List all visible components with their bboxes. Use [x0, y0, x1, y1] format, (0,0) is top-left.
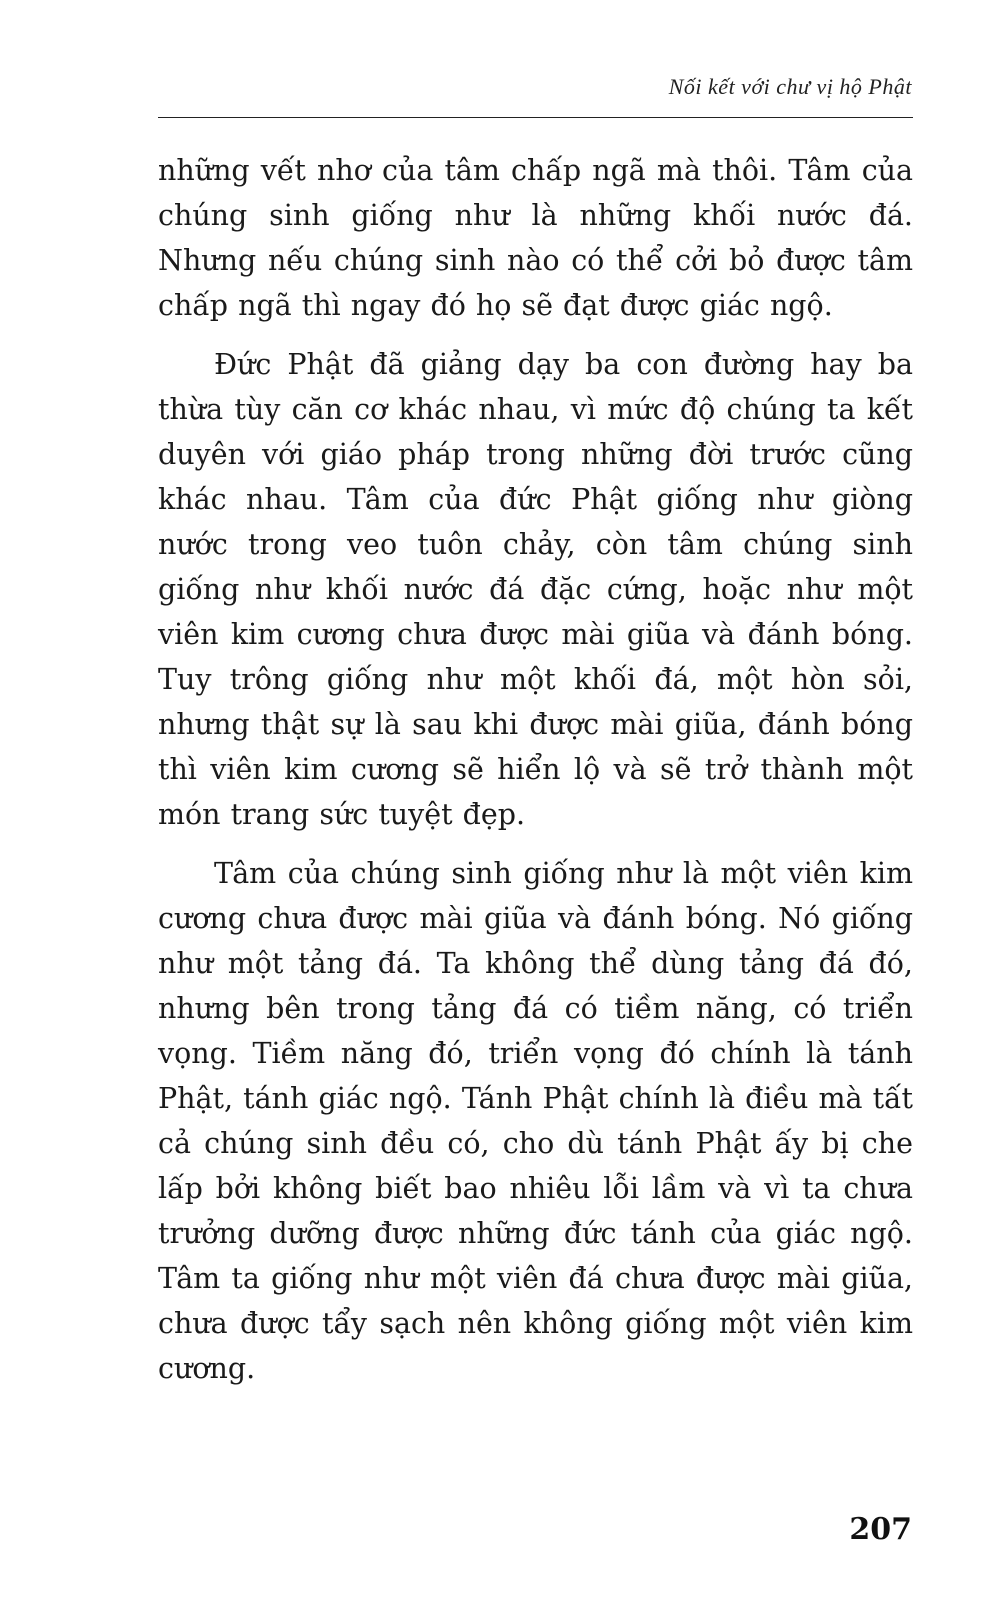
- page-number: 207: [849, 1512, 912, 1547]
- paragraph-3: Tâm của chúng sinh giống như là một viên kim cương chưa được mài giũa và đánh bóng. Nó giống như một tảng đá. Ta không thể dùng tảng đá đó, nhưng bên trong tảng đá có tiềm năng, có triển vọng. Tiềm năng đó, triển vọng đó chính là tánh Phật, tánh giác ngộ. Tánh Phật chính là điều mà tất cả chúng sinh đều có, cho dù tánh Phật ấy bị che lấp bởi không biết bao nhiêu lỗi lầm và vì ta chưa trưởng dưỡng được những đức tánh của giác ngộ. Tâm ta giống như một viên đá chưa được mài giũa, chưa được tẩy sạch nên không giống một viên kim cương.: [158, 857, 913, 1385]
- running-header: Nối kết với chư vị hộ Phật: [668, 74, 912, 99]
- header-rule: [158, 117, 913, 118]
- paragraph-1: những vết nhơ của tâm chấp ngã mà thôi. Tâm của chúng sinh giống như là những khối nước đá. Nhưng nếu chúng sinh nào có thể cởi bỏ được tâm chấp ngã thì ngay đó họ sẽ đạt được giác ngộ.: [158, 154, 913, 322]
- paragraph-2: Đức Phật đã giảng dạy ba con đường hay ba thừa tùy căn cơ khác nhau, vì mức độ chúng ta kết duyên với giáo pháp trong những đời trước cũng khác nhau. Tâm của đức Phật giống như giòng nước trong veo tuôn chảy, còn tâm chúng sinh giống như khối nước đá đặc cứng, hoặc như một viên kim cương chưa được mài giũa và đánh bóng. Tuy trông giống như một khối đá, một hòn sỏi, nhưng thật sự là sau khi được mài giũa, đánh bóng thì viên kim cương sẽ hiển lộ và sẽ trở thành một món trang sức tuyệt đẹp.: [158, 348, 913, 831]
- body-text: [158, 148, 913, 1405]
